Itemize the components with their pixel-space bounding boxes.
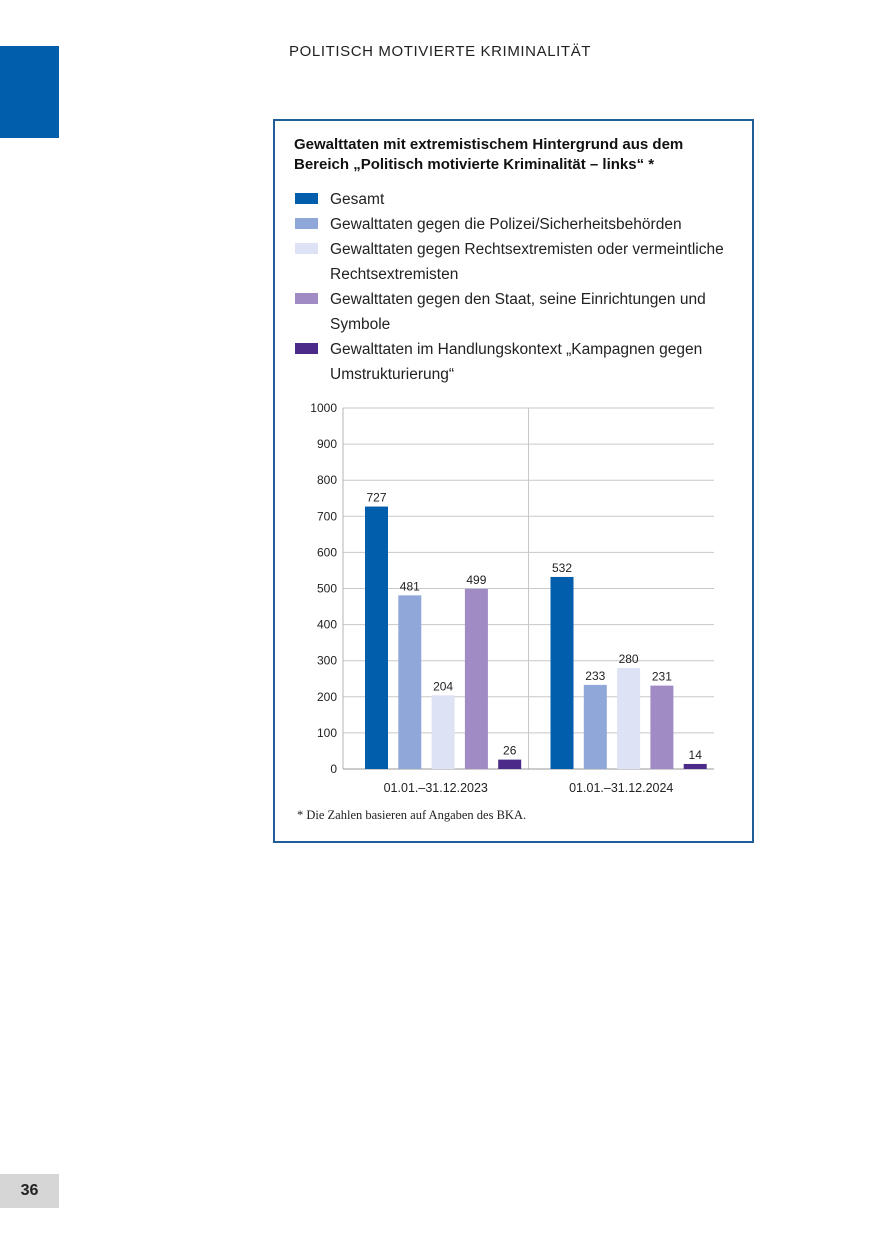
bar [650,686,673,769]
bar-value-label: 727 [366,490,387,505]
bar-chart [275,121,752,841]
y-tick-label: 300 [316,653,337,668]
bar [551,577,574,769]
legend-label: Gewalttaten gegen Rechtsextremisten oder vermeintliche Rechtsextremisten [330,241,724,283]
chart-box [273,119,754,843]
y-tick-label: 700 [316,509,337,524]
bar [398,595,421,769]
y-tick-label: 0 [330,762,337,776]
y-tick-label: 400 [316,617,337,632]
y-tick-label: 1000 [310,401,337,415]
y-tick-label: 200 [316,689,337,704]
chart-title: Gewalttaten mit extremistischem Hintergrund aus dem Bereich „Politisch motivierte Kriminalität – links“ * [294,136,684,173]
bar [365,507,388,769]
bar [498,760,521,769]
bar-value-label: 204 [433,679,454,694]
x-category-label: 01.01.–31.12.2023 [383,781,488,795]
legend-label: Gewalttaten gegen die Polizei/Sicherheitsbehörden [330,216,682,233]
legend-label: Gesamt [330,191,385,208]
bar [617,668,640,769]
y-tick-label: 500 [316,581,337,596]
bar-value-label: 26 [503,743,517,758]
legend-label: Gewalttaten gegen den Staat, seine Einrichtungen und Symbole [330,291,706,333]
x-category-label: 01.01.–31.12.2024 [569,781,674,795]
legend-label: Gewalttaten im Handlungskontext „Kampagnen gegen Umstrukturierung“ [330,341,703,383]
bar-value-label: 280 [618,651,639,666]
bar-value-label: 532 [551,560,573,575]
bar-value-label: 14 [688,747,702,762]
chart-footnote: * Die Zahlen basieren auf Angaben des BKA. [297,808,527,822]
bar [465,589,488,769]
page-number: 36 [0,1174,59,1208]
running-header: POLITISCH MOTIVIERTE KRIMINALITÄT [289,43,592,60]
bar [584,685,607,769]
y-tick-label: 900 [316,437,337,452]
y-tick-label: 600 [316,545,337,560]
bar-value-label: 499 [466,572,487,587]
bar-value-label: 231 [651,669,672,684]
y-tick-label: 800 [316,473,337,488]
section-color-tab [0,46,59,138]
bar [432,695,455,769]
bar-value-label: 233 [585,668,606,683]
bar [684,764,707,769]
y-tick-label: 100 [316,725,337,740]
bar-value-label: 481 [399,579,420,594]
